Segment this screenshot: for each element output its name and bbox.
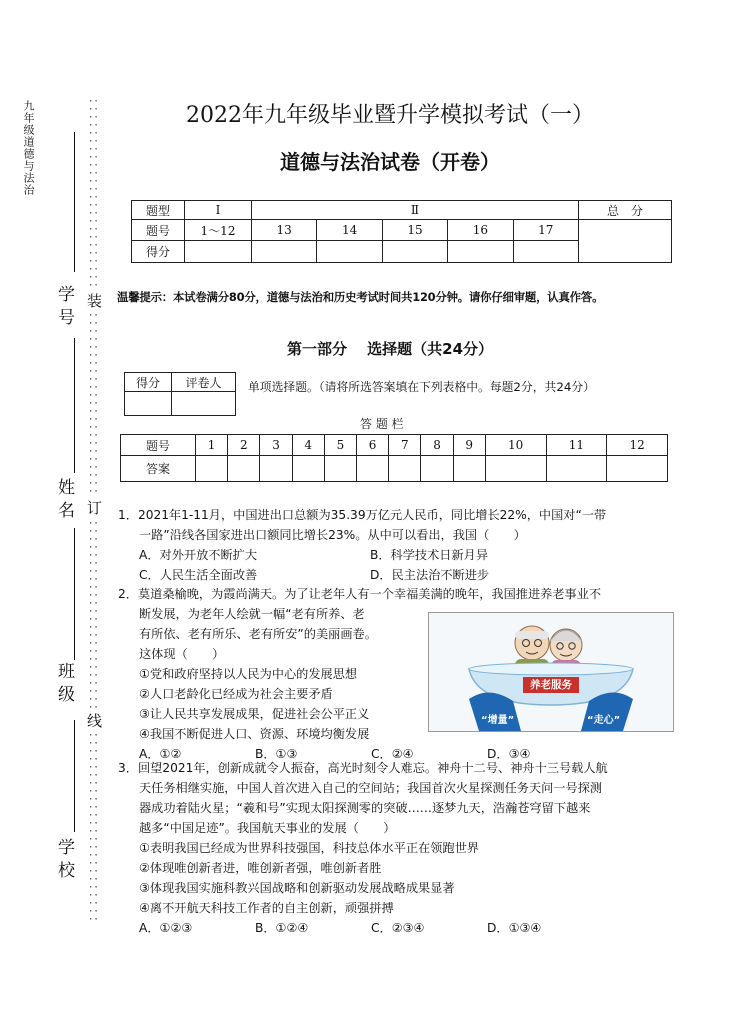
score-total-label: 总 分: [579, 201, 672, 220]
score-cell[interactable]: [382, 241, 447, 263]
answer-number: 12: [607, 435, 668, 456]
answer-number: 9: [453, 435, 485, 456]
question-3: [118, 758, 688, 938]
option-c[interactable]: C．人民生活全面改善: [139, 568, 258, 582]
illustration-graphic: [429, 613, 673, 731]
option-a[interactable]: A．①②③: [139, 921, 193, 935]
score-number: 16: [448, 220, 513, 241]
right-hand-label: “走心”: [587, 715, 621, 726]
question-3-options: [118, 918, 688, 938]
option-b[interactable]: B．科学技术日新月异: [370, 548, 489, 562]
score-cell[interactable]: [252, 241, 317, 263]
statement-4: ④离不开航天科技工作者的自主创新，顽强拼搏: [139, 901, 394, 915]
statement-4: ④我国不断促进人口、资源、环境均衡发展: [139, 727, 370, 741]
answer-cell[interactable]: [196, 456, 228, 482]
question-1-line: 一路”沿线各国家进出口额同比增长23%。从中可以看出，我国（ ）: [139, 528, 526, 542]
answer-cell[interactable]: [228, 456, 260, 482]
grader-name-cell[interactable]: [172, 392, 236, 416]
option-b[interactable]: B．①③: [255, 747, 298, 761]
statement-2: ②体现唯创新者进，唯创新者强，唯创新者胜: [139, 861, 382, 875]
binding-line-2: [74, 338, 75, 473]
grader-score-cell[interactable]: [125, 392, 172, 416]
question-2-line: 2．莫道桑榆晚，为霞尚满天。为了让老年人有一个幸福美满的晚年，我国推进养老事业不: [118, 587, 602, 601]
grader-table: [124, 372, 236, 416]
score-row-label: 题号: [132, 220, 185, 241]
answer-number: 7: [389, 435, 421, 456]
score-type-i: Ⅰ: [185, 201, 252, 220]
option-c[interactable]: C．②③④: [371, 921, 425, 935]
question-2-line: 这体现（ ）: [139, 647, 225, 661]
statement-1: ①表明我国已经成为世界科技强国，科技总体水平正在领跑世界: [139, 841, 479, 855]
score-number: 15: [382, 220, 447, 241]
question-1-options-row2: [118, 565, 688, 585]
binding-side-title: 九年级道德与法治: [22, 100, 35, 196]
part1-instruction: 单项选择题。（请将所选答案填在下列表格中。每题2分，共24分）: [248, 380, 595, 394]
answer-cell[interactable]: [389, 456, 421, 482]
class-label: 班级: [54, 662, 74, 708]
elderly-care-illustration: [428, 612, 674, 732]
binding-ding: 订: [87, 499, 103, 517]
answer-number: 2: [228, 435, 260, 456]
option-c[interactable]: C．②④: [371, 747, 414, 761]
score-number: 14: [317, 220, 382, 241]
option-a[interactable]: A．①②: [139, 747, 182, 761]
answer-cell[interactable]: [421, 456, 453, 482]
answer-number: 5: [324, 435, 356, 456]
answer-cell[interactable]: [607, 456, 668, 482]
score-cell[interactable]: [448, 241, 513, 263]
answer-number: 3: [260, 435, 292, 456]
score-number: 13: [252, 220, 317, 241]
binding-line-4: [74, 720, 75, 832]
answer-number: 6: [357, 435, 389, 456]
grader-header: 评卷人: [172, 373, 236, 392]
option-a[interactable]: A．对外开放不断扩大: [139, 548, 258, 562]
answer-number: 11: [546, 435, 607, 456]
statement-2: ②人口老龄化已经成为社会主要矛盾: [139, 687, 333, 701]
statement-1: ①党和政府坚持以人民为中心的发展思想: [139, 667, 358, 681]
exam-subtitle: 道德与法治试卷（开卷）: [280, 150, 500, 174]
answer-cell[interactable]: [357, 456, 389, 482]
option-d[interactable]: D．③④: [487, 747, 531, 761]
binding-line-1: [74, 132, 75, 272]
answer-table: [120, 434, 668, 482]
option-b[interactable]: B．①②④: [255, 921, 309, 935]
option-d[interactable]: D．民主法治不断进步: [370, 568, 490, 582]
question-3-line: 天任务相继实施，中国人首次进入自己的空间站；我国首次火星探测任务天问一号探测: [139, 781, 603, 795]
binding-dots-1: ················································: [88, 98, 99, 286]
score-row-label: 得分: [132, 241, 185, 263]
binding-xian: 线: [87, 712, 103, 730]
answer-cell[interactable]: [260, 456, 292, 482]
score-total-cell[interactable]: [579, 220, 672, 263]
question-2-line: 有所依、老有所乐、老有所安”的美丽画卷。: [139, 627, 377, 641]
grader-header: 得分: [125, 373, 172, 392]
option-d[interactable]: D．①③④: [487, 921, 542, 935]
answer-cell[interactable]: [292, 456, 324, 482]
answer-cell[interactable]: [453, 456, 485, 482]
question-3-line: 器成功着陆火星；“羲和号”实现太阳探测零的突破……逐梦九天，浩瀚苍穹留下越来: [139, 801, 591, 815]
binding-dots-2: ··············································: [88, 312, 99, 492]
question-3-line: 越多“中国足迹”。我国航天事业的发展（ ）: [139, 821, 396, 835]
binding-dots-4: ················································: [88, 732, 99, 920]
binding-zhuang: 装: [87, 292, 103, 310]
answer-cell[interactable]: [324, 456, 356, 482]
answer-number: 10: [485, 435, 546, 456]
school-label: 学校: [54, 838, 74, 884]
question-2-line: 断发展，为老年人绘就一幅“老有所养、老: [139, 607, 365, 621]
answer-caption: 答 题 栏: [360, 417, 404, 431]
answer-cell[interactable]: [546, 456, 607, 482]
part1-title: 第一部分 选择题（共24分）: [286, 340, 494, 358]
score-number: 17: [513, 220, 578, 241]
score-cell[interactable]: [317, 241, 382, 263]
answer-row-label: 答案: [121, 456, 196, 482]
question-3-line: 3．回望2021年，创新成就令人振奋，高光时刻令人难忘。神舟十二号、神舟十三号载人航: [118, 761, 608, 775]
name-label: 姓名: [54, 478, 74, 524]
question-1-line: 1．2021年1-11月，中国进出口总额为35.39万亿元人民币，同比增长22%，中国对“一带: [118, 508, 607, 522]
answer-number: 8: [421, 435, 453, 456]
student-no-label: 学号: [54, 285, 74, 331]
binding-dots-3: ················································: [88, 520, 99, 708]
answer-number: 4: [292, 435, 324, 456]
score-table: [131, 200, 672, 263]
answer-number: 1: [196, 435, 228, 456]
statement-3: ③让人民共享发展成果，促进社会公平正义: [139, 707, 370, 721]
question-1-options-row1: [118, 545, 688, 565]
answer-row-label: 题号: [121, 435, 196, 456]
exam-title: 2022年九年级毕业暨升学模拟考试（一）: [186, 103, 594, 128]
question-1: [118, 505, 688, 585]
left-hand-label: “增量”: [481, 715, 515, 726]
answer-cell[interactable]: [485, 456, 546, 482]
binding-line-3: [74, 528, 75, 660]
score-type-ii: Ⅱ: [252, 201, 579, 220]
banner-text: 养老服务: [530, 679, 572, 691]
score-number: 1～12: [185, 220, 252, 241]
notice: 温馨提示：本试卷满分80分，道德与法治和历史考试时间共120分钟。请你仔细审题，认真作答。: [117, 290, 604, 304]
statement-3: ③体现我国实施科教兴国战略和创新驱动发展战略成果显著: [139, 881, 455, 895]
score-cell[interactable]: [185, 241, 252, 263]
score-cell[interactable]: [513, 241, 578, 263]
score-row-label: 题型: [132, 201, 185, 220]
